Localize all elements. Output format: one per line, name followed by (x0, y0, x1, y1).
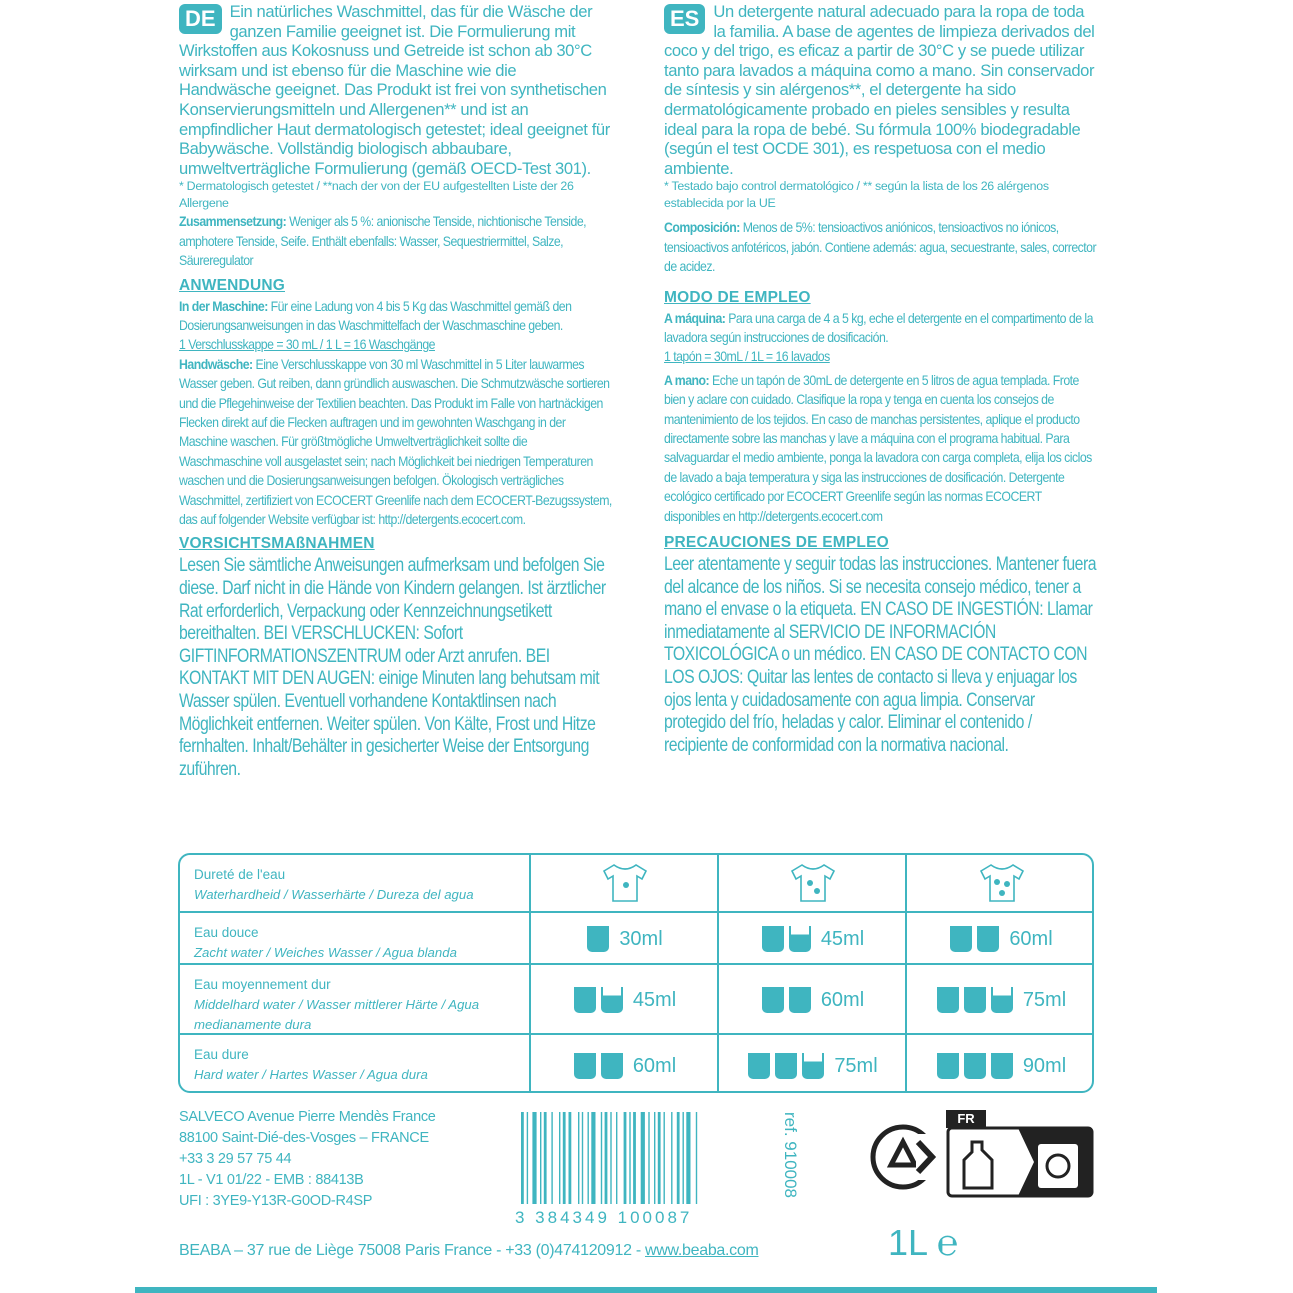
address-line: SALVECO Avenue Pierre Mendès France (179, 1109, 436, 1125)
phone-number: +33 3 29 57 75 44 (179, 1151, 292, 1167)
hand-text-de: Eine Verschlusskappe von 30 ml Waschmittel in 5 Liter lauwarmes Wasser geben. Gut reiben, dann gründlich auswaschen. Die Schmutzwäsche sortieren und die Pflegehinweise der Textilien beachten. Das Produkt im Falle von hartnäckigen Flecken direkt auf die Flecken auftragen und im gewohnten Waschgang in der Maschine waschen. Für größtmögliche Umweltverträglichkeit sollte die Waschmaschine voll ausgelastet sein; nach Möglichkeit bei niedrigen Temperaturen waschen und die Dosierungsanweisungen befolgen. Ökologisch verträgliches Waschmittel, zertifiziert von ECOCERT Greenlife nach dem ECOCERT-Bezugssystem, das auf folgender Website verfügbar ist: http://detergents.ecocert.com. (179, 355, 612, 528)
ufi-code: UFI : 3YE9-Y13R-G0OD-R4SP (179, 1193, 373, 1209)
shirt-medium-stain-icon (717, 855, 907, 911)
brand-footer (179, 1242, 759, 1260)
usage-title-de: ANWENDUNG (179, 276, 285, 294)
machine-text-de: Für eine Ladung von 4 bis 5 Kg das Waschmittel gemäß den Dosierungsanweisungen in das Waschmittelfach der Waschmaschine geben. (179, 297, 572, 333)
composition-label-es: Composición: (664, 219, 740, 236)
barcode-digits: 3 384349 100087 (515, 1208, 693, 1227)
row-label (194, 923, 457, 963)
sorting-info-block (946, 1110, 1094, 1198)
row-label (194, 1045, 428, 1085)
precautions-text-de: Lesen Sie sämtliche Anweisungen aufmerksam und befolgen Sie diese. Darf nicht in die Hände von Kindern gelangen. Ist ärztlicher Rat erforderlich, Verpackung oder Kennzeichnungsetikett bereithalten. BEI VERSCHLUCKEN: Sofort GIFTINFORMATIONSZENTRUM oder Arzt anrufen. BEI KONTAKT MIT DEN AUGEN: einige Minuten lang behutsam mit Wasser spülen. Eventuell vorhandene Kontaktlinsen nach Möglichkeit entfernen. Weiter spülen. Von Kälte, Frost und Hitze fernhalten. Inhalt/Behälter in gesicherter Weise der Entsorgung zuführen. (179, 555, 606, 780)
row-translations: Zacht water / Weiches Wasser / Agua blanda (194, 945, 457, 960)
machine-dose-es: 1 tapón = 30mL / 1L = 16 lavados (664, 348, 830, 365)
dose-cell (529, 1035, 719, 1093)
dose-value: 30ml (619, 927, 663, 950)
intro-text-de: Ein natürliches Waschmittel, das für die Wäsche der ganzen Familie geeignet ist. Die Formulierung mit Wirkstoffen aus Kokosnuss und Getreide ist schon ab 30°C wirksam und ist ebenso für die Maschine wie die Handwäsche geeignet. Das Produkt ist frei von synthetischen Konservierungsmitteln und Allergenen** und ist an empfindlicher Haut dermatologisch getestet; ideal geeignet für Babywäsche. Vollständig biologisch abbaubare, umweltverträgliche Formulierung (gemäß OECD-Test 301). (179, 2, 610, 178)
table-row (180, 1033, 1092, 1093)
composition-de (179, 212, 612, 270)
dose-cell (717, 913, 907, 965)
precautions-title-es: PRECAUCIONES DE EMPLEO (664, 534, 889, 552)
row-fr: Eau dure (194, 1047, 249, 1062)
machine-usage-es (664, 309, 1097, 348)
dose-value: 90ml (1022, 1054, 1067, 1077)
footnote-de: * Dermatologisch getestet / **nach der von der EU aufgestellten Liste der 26 Allergene (179, 179, 574, 211)
table-row (180, 963, 1092, 1035)
dose-value: 60ml (632, 1054, 677, 1077)
precautions-text-es: Leer atentamente y seguir todas las instrucciones. Mantener fuera del alcance de los niños. Si se necesita consejo médico, tener a mano el envase o la etiqueta. EN CASO DE INGESTIÓN: Llamar inmediatamente al SERVICIO DE INFORMACIÓN TOXICOLÓGICA o un médico. EN CASO DE CONTACTO CON LOS OJOS: Quitar las lentes de contacto si lleva y enjuagar los ojos lenta y cuidadosamente con agua limpia. Conservar protegido del frío, heladas y calor. Eliminar el contenido / recipiente de conformidad con la normativa nacional. (664, 554, 1097, 756)
cup-icons (574, 987, 623, 1013)
batch-info: 1L - V1 01/22 - EMB : 88413B (179, 1172, 364, 1188)
manufacturer-address (179, 1107, 436, 1212)
language-badge-es: ES (664, 4, 705, 34)
shirt-light-stain-icon (529, 855, 719, 911)
country-badge: FR (946, 1110, 986, 1128)
cup-icons (587, 926, 609, 952)
dose-value: 45ml (632, 988, 677, 1011)
dose-cell (717, 1035, 907, 1093)
dose-value: 75ml (834, 1054, 878, 1077)
cup-icons (937, 987, 1013, 1013)
machine-dose-de: 1 Verschlusskappe = 30 mL / 1 L = 16 Waschgänge (179, 336, 435, 353)
table-row (180, 911, 1092, 965)
dose-cell (717, 965, 907, 1035)
row-label (194, 975, 514, 1035)
dose-value: 45ml (820, 927, 865, 950)
machine-label-de: In der Maschine: (179, 297, 268, 314)
hand-text-es: Eche un tapón de 30mL de detergente en 5 litros de agua templada. Frote bien y aclare con cuidado. Clasifique la ropa y tenga en cuenta los consejos de mantenimiento de los tejidos. En caso de manchas persistentes, aplique el producto directamente sobre las manchas y lave a máquina con el programa habitual. Para salvaguardar el medio ambiente, ponga la lavadora con carga completa, elija los ciclos de lavado a baja temperatura y siga las instrucciones de dosificación. Detergente ecológico certificado por ECOCERT Greenlife según las normas ECOCERT disponibles en http://detergents.ecocert.com (664, 371, 1092, 524)
machine-usage-de (179, 297, 612, 336)
composition-label-de: Zusammensetzung: (179, 213, 287, 230)
language-badge-de: DE (179, 4, 222, 34)
intro-text-es: Un detergente natural adecuado para la ropa de toda la familia. A base de agentes de limpieza derivados del coco y del trigo, es eficaz a partir de 30°C y se puede utilizar tanto para lavados a máquina como a mano. Sin conservador de síntesis y sin alérgenos**, el detergente ha sido dermatológicamente probado en pieles sensibles y resulta ideal para la ropa de bebé. Su fórmula 100% biodegradable (según el test OCDE 301), es respetuosa con el medio ambiente. (664, 2, 1095, 178)
footnote-es: * Testado bajo control dermatológico / ** según la lista de los 26 alérgenos establecida por la UE (664, 179, 1049, 211)
dose-cell (905, 965, 1094, 1035)
row-fr: Eau moyennement dur (194, 977, 331, 992)
cup-icons (574, 1053, 623, 1079)
dosage-table (178, 853, 1094, 1093)
dose-value: 75ml (1022, 988, 1067, 1011)
composition-text-de: Weniger als 5 %: anionische Tenside, nichtionische Tenside, amphotere Tenside, Seife. Enthält ebenfalls: Wasser, Sequestriermittel, Salze, Säureregulator (179, 213, 587, 269)
spanish-section (664, 2, 1096, 757)
cup-icons (937, 1053, 1013, 1079)
composition-text-es: Menos de 5%: tensioactivos aniónicos, tensioactivos no iónicos, tensioactivos anfotéricos, jabón. Contiene además: agua, secuestrante, sales, corrector de acidez. (664, 219, 1097, 275)
dose-cell (905, 913, 1094, 965)
cup-icons (748, 1053, 824, 1079)
cup-icons (762, 926, 811, 952)
table-header-row (180, 855, 1092, 911)
triman-recycle-icon (866, 1120, 940, 1194)
row-translations: Middelhard water / Wasser mittlerer Härte / Agua medianamente dura (194, 997, 480, 1032)
header-translations: Waterhardheid / Wasserhärte / Dureza del agua (194, 887, 474, 902)
website-link[interactable]: www.beaba.com (645, 1242, 759, 1259)
precautions-title-de: VORSICHTSMAßNAHMEN (179, 535, 375, 553)
hand-label-es: A mano: (664, 371, 710, 388)
dose-value: 60ml (1009, 927, 1053, 950)
product-reference: ref. 910008 (781, 1112, 800, 1199)
address-line: 88100 Saint-Dié-des-Vosges – FRANCE (179, 1130, 429, 1146)
row-fr: Eau douce (194, 925, 259, 940)
hand-usage-es (664, 371, 1097, 526)
shirt-heavy-stain-icon (905, 855, 1094, 911)
water-hardness-label (194, 865, 474, 905)
composition-es (664, 218, 1097, 276)
dose-cell (529, 913, 719, 965)
barcode (515, 1112, 777, 1228)
bottom-divider (135, 1287, 1157, 1293)
cup-icons (762, 987, 811, 1013)
hand-usage-de (179, 355, 612, 530)
dose-cell (529, 965, 719, 1035)
row-translations: Hard water / Hartes Wasser / Agua dura (194, 1067, 428, 1082)
brand-address: BEABA – 37 rue de Liège 75008 Paris France - +33 (0)474120912 - (179, 1242, 646, 1259)
machine-label-es: A máquina: (664, 309, 726, 326)
cup-icons (950, 926, 999, 952)
german-section (179, 2, 611, 781)
dose-cell (905, 1035, 1094, 1093)
volume-mark: 1L ℮ (888, 1222, 959, 1263)
machine-text-es: Para una carga de 4 a 5 kg, eche el detergente en el compartimento de la lavadora según instrucciones de dosificación. (664, 309, 1093, 345)
hand-label-de: Handwäsche: (179, 355, 253, 372)
header-fr: Dureté de l'eau (194, 867, 286, 882)
barcode-bars-icon (515, 1112, 777, 1210)
dose-value: 60ml (820, 988, 865, 1011)
usage-title-es: MODO DE EMPLEO (664, 288, 811, 306)
